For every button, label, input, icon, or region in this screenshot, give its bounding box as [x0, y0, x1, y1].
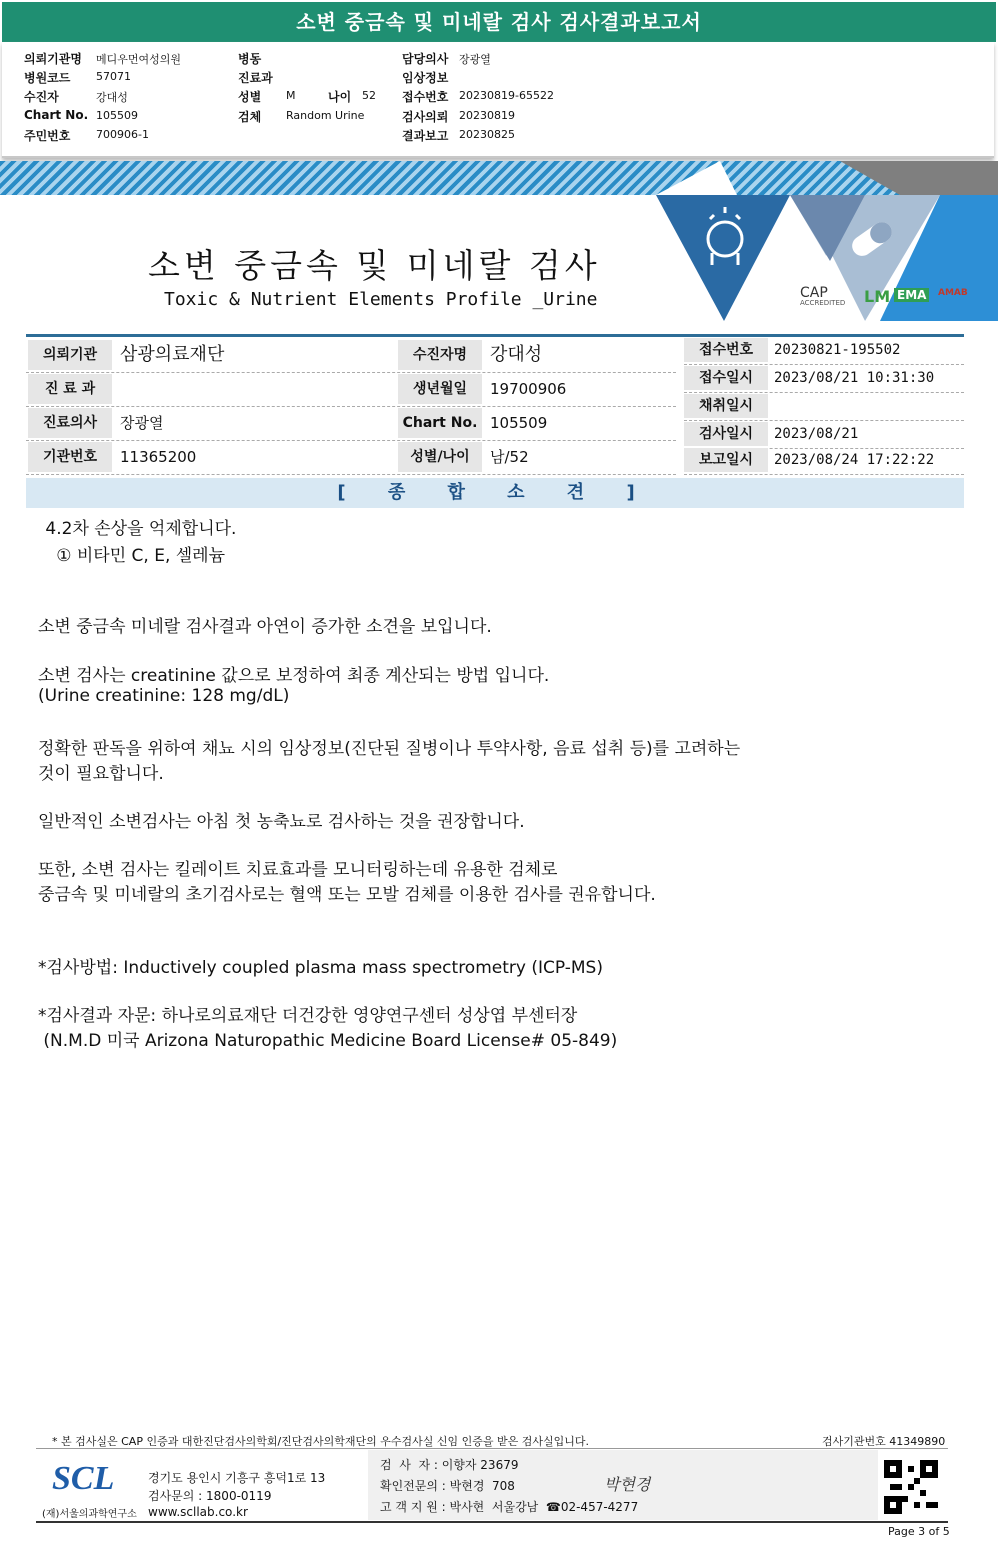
receipt-field-value: [774, 394, 964, 418]
receipt-field-value: 2023/08/24 17:22:22: [774, 452, 935, 468]
opinion-heading: [ 종 합 소 견 ]: [26, 478, 964, 508]
header-field-label: 결과보고: [402, 129, 449, 143]
header-field-value: 메디우먼여성의원: [96, 53, 182, 66]
header-field-value: 105509: [96, 109, 138, 122]
row-divider: [684, 364, 964, 365]
patient-field-value: 19700906: [490, 380, 567, 398]
row-divider: [26, 474, 676, 475]
row-divider: [26, 406, 676, 407]
signature: 박현경: [604, 1475, 651, 1494]
opinion-line: 소변 검사는 creatinine 값으로 보정하여 최종 계산되는 방법 입니다.: [38, 666, 550, 686]
patient-field-value: 11365200: [120, 448, 197, 466]
patient-field-value: 삼광의료재단: [120, 344, 225, 365]
header-field-label: 수진자: [24, 90, 59, 104]
header-field-value: 700906-1: [96, 128, 149, 141]
row-divider: [684, 474, 964, 475]
opinion-line: ① 비타민 C, E, 셀레늄: [40, 546, 226, 566]
receipt-field-label: 접수일시: [684, 366, 768, 390]
patient-field-label: 의뢰기관: [28, 340, 112, 370]
footer-notice: * 본 검사실은 CAP 인증과 대한진단검사의학회/진단검사의학재단의 우수검사실 신임 인증을 받은 검사실입니다.: [52, 1435, 590, 1448]
footer-support: 고 객 지 원 : 박사현 서울강남 ☎02-457-4277: [380, 1500, 639, 1514]
header-field-label: 검체: [238, 110, 262, 124]
report-title: 소변 중금속 및 미네랄 검사 검사결과보고서: [2, 2, 996, 42]
patient-field-label: 진료의사: [28, 408, 112, 438]
opinion-line: *검사방법: Inductively coupled plasma mass spectrometry (ICP-MS): [38, 958, 603, 978]
patient-field-value: 장광열: [120, 414, 164, 432]
patient-field-label: 수진자명: [398, 340, 482, 370]
opinion-line: *검사결과 자문: 하나로의료재단 더건강한 영양연구센터 성상엽 부센터장: [38, 1006, 578, 1026]
footer-bottom-line: [36, 1521, 948, 1523]
header-field-value: 20230819: [459, 109, 515, 122]
scl-logo: SCL: [52, 1460, 115, 1497]
header-field-label: 의뢰기관명: [24, 52, 82, 66]
patient-field-label: 성별/나이: [398, 442, 482, 472]
patient-field-label: 생년월일: [398, 374, 482, 404]
scl-website: www.scllab.co.kr: [148, 1505, 248, 1519]
header-field-label: 접수번호: [402, 90, 449, 104]
row-divider: [684, 420, 964, 421]
title-korean: 소변 중금속 및 미네랄 검사: [148, 246, 601, 285]
footer-lab-no: 검사기관번호 41349890: [822, 1435, 946, 1448]
row-divider: [684, 392, 964, 393]
footer-divider: [36, 1448, 948, 1449]
opinion-line: (Urine creatinine: 128 mg/dL): [38, 686, 290, 706]
amab-logo: AMAB: [938, 288, 968, 298]
scl-name: (재)서울의과학연구소: [42, 1509, 137, 1520]
patient-field-value: 105509: [490, 414, 548, 432]
row-divider: [26, 440, 676, 441]
header-field-label: 병원코드: [24, 71, 71, 85]
ema-logo: EMA: [894, 288, 929, 302]
receipt-field-value: 2023/08/21: [774, 426, 859, 442]
patient-field-value: [120, 374, 390, 404]
receipt-field-label: 채취일시: [684, 394, 768, 418]
header-field-label: Chart No.: [24, 108, 89, 122]
lm-logo: LM: [864, 287, 891, 306]
qr-code-icon: [884, 1460, 938, 1514]
header-field-value: M: [286, 89, 296, 102]
title-english: Toxic & Nutrient Elements Profile _Urine: [164, 289, 598, 310]
receipt-field-label: 검사일시: [684, 422, 768, 446]
opinion-line: 소변 중금속 미네랄 검사결과 아연이 증가한 소견을 보입니다.: [38, 617, 492, 637]
opinion-line: 중금속 및 미네랄의 초기검사로는 혈액 또는 모발 검체를 이용한 검사를 권유합니다.: [38, 885, 656, 905]
header-age-value: 52: [362, 89, 376, 102]
patient-table-topline: [26, 334, 964, 337]
header-field-label: 병동: [238, 52, 262, 66]
opinion-line: 4.2차 손상을 억제합니다.: [40, 519, 237, 539]
opinion-line: 정확한 판독을 위하여 채뇨 시의 임상정보(진단된 질병이나 투약사항, 음료 섭취 등)를 고려하는: [38, 739, 741, 759]
header-field-value: 20230825: [459, 128, 515, 141]
footer-specialist: 확인전문의 : 박현경 708: [380, 1479, 515, 1493]
receipt-field-label: 접수번호: [684, 338, 768, 362]
header-field-value: 강대성: [96, 91, 128, 104]
patient-field-label: 기관번호: [28, 442, 112, 472]
opinion-line: 일반적인 소변검사는 아침 첫 농축뇨로 검사하는 것을 권장합니다.: [38, 812, 525, 832]
patient-field-label: 진 료 과: [28, 374, 112, 404]
header-field-label: 담당의사: [402, 52, 449, 66]
request-header: [2, 42, 994, 158]
cap-sub: ACCREDITED: [800, 299, 846, 307]
page-number: Page 3 of 5: [888, 1525, 950, 1538]
header-field-label: 주민번호: [24, 129, 71, 143]
scl-phone: 검사문의 : 1800-0119: [148, 1489, 272, 1503]
receipt-field-value: 2023/08/21 10:31:30: [774, 370, 935, 386]
header-field-value: Random Urine: [286, 109, 365, 122]
opinion-line: 또한, 소변 검사는 킬레이트 치료효과를 모니터링하는데 유용한 검체로: [38, 860, 558, 880]
header-field-value: 장광열: [459, 53, 491, 66]
header-field-label: 성별: [238, 90, 262, 104]
header-field-label: 임상정보: [402, 71, 449, 85]
patient-field-value: 남/52: [490, 448, 529, 466]
header-field-value: 20230819-65522: [459, 89, 554, 102]
patient-field-label: Chart No.: [398, 408, 482, 438]
opinion-line: 것이 필요합니다.: [38, 764, 164, 784]
row-divider: [26, 372, 676, 373]
receipt-field-label: 보고일시: [684, 448, 768, 472]
header-field-label: 검사의뢰: [402, 110, 449, 124]
header-field-value: 57071: [96, 70, 131, 83]
patient-field-value: 강대성: [490, 344, 543, 365]
cap-logo: CAP: [800, 285, 828, 301]
header-age-label: 나이: [328, 90, 352, 104]
opinion-line: (N.M.D 미국 Arizona Naturopathic Medicine Board License# 05-849): [38, 1031, 618, 1051]
footer-tester: 검 사 자 : 이향자 23679: [380, 1458, 519, 1472]
scl-address: 경기도 용인시 기흥구 흥덕1로 13: [148, 1471, 326, 1485]
receipt-field-value: 20230821-195502: [774, 342, 901, 358]
header-field-label: 진료과: [238, 71, 273, 85]
